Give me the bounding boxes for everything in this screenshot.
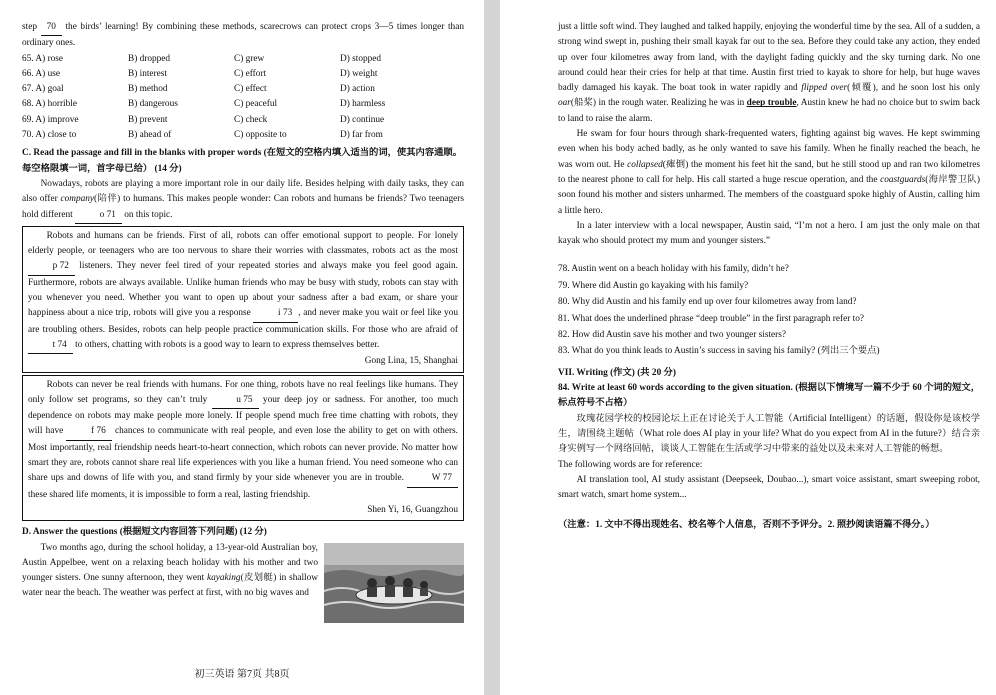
- right-page: [500, 0, 996, 695]
- question-item: 78. Austin went on a beach holiday with his family, didn’t he?: [558, 264, 789, 275]
- question-item: 82. How did Austin save his mother and two younger sisters?: [558, 330, 787, 341]
- option-item: C) check: [234, 114, 268, 125]
- question-list: [558, 261, 980, 359]
- option-item: D) action: [340, 84, 375, 95]
- section-d-title: D. Answer the questions (根据短文内容回答下列问题) (12 分): [22, 527, 267, 538]
- writing-task: 84. Write at least 60 words according to the given situation. (根据以下情境写一篇不少于 60 个词的短文，标点符号不占格）: [558, 383, 980, 409]
- blank-72: p 72: [28, 259, 75, 275]
- writing-title: VII. Writing (作文) (共 20 分): [558, 367, 676, 378]
- passage-paragraph-2: He swam for four hours through shark-frequented waters, fighting against big waves. He kept swimming even when his body ached badly, as he only wanted to save his family. When he finally reached the beach, he was worn out. He collapsed(瘫倒) the moment his feet hit the sand, but he still stood up and ran two kilometres to the nearest phone to call for help. His call started a huge rescue operation, and the coastguards(海岸警卫队) soon found his mother and sisters unharmed. The members of the coastguard spoke highly of Austin, calling him a little hero.: [558, 129, 980, 216]
- question-item: 79. Where did Austin go kayaking with his family?: [558, 280, 749, 291]
- option-item: 69. A) improve: [22, 114, 79, 125]
- option-item: B) dangerous: [128, 99, 178, 110]
- signature-shen-yi: Shen Yi, 16, Guangzhou: [367, 504, 458, 515]
- option-item: D) stopped: [340, 53, 382, 64]
- left-page: [0, 0, 484, 695]
- opinion-box-gong-lina: Robots and humans can be friends. First of all, robots can offer emotional support to people. For lonely elderly people, or teenagers who are too nervous to share their worries with classmates, robots act as the most p 72 listeners. They never feel tired of your repeated stories and always make you feel good again. Furthermore, robots are always available. Unlike human friends who may be busy with study, robots can stay with you whenever you need. Whether you want to open up about your sadness after a bad exam, or share your happiness about a nice trip, robots will give you a response i 73 , and never make you wait or feel like you are troubling others. Besides, robots can help people practice communication skills. For those who are afraid of t 74 to others, chatting with robots is a good way to learn to express themselves better. Gong Lina, 15, Shanghai: [22, 226, 464, 373]
- question-item: 81. What does the underlined phrase “deep trouble” in the first paragraph refer to?: [558, 313, 864, 324]
- blank-74: t 74: [28, 338, 73, 354]
- question-item: 80. Why did Austin and his family end up over four kilometres away from land?: [558, 297, 857, 308]
- kayak-photo-svg: [324, 543, 464, 623]
- blank-73: i 73: [253, 306, 298, 322]
- option-item: B) ahead of: [128, 130, 172, 141]
- section-d-passage: Two months ago, during the school holiday, a 13-year-old Australian boy, Austin Appelbee, went on a relaxing beach holiday with his mother and two younger sisters. One sunny afternoon, they went kayaking(皮划艇) in shallow water near the beach. The weather was perfect at first, with no big waves and: [22, 542, 318, 599]
- option-item: C) effect: [234, 84, 267, 95]
- reference-title: The following words are for reference:: [558, 459, 703, 470]
- option-item: B) dropped: [128, 53, 171, 64]
- option-item: C) opposite to: [234, 130, 287, 141]
- option-item: 66. A) use: [22, 68, 60, 79]
- option-item: B) interest: [128, 68, 167, 79]
- option-item: 68. A) horrible: [22, 99, 77, 110]
- question-item: 83. What do you think leads to Austin’s success in saving his family? (列出三个要点): [558, 346, 880, 357]
- option-item: C) grew: [234, 53, 265, 64]
- writing-situation: 玫瑰花园学校的校园论坛上正在讨论关于人工智能（Artificial Intelligent）的话题，假设你是该校学生，请围绕主题帖（What role does AI play in your life? What do you expect from AI in the future?）结合亲身实例写一个网络回帖，谈谈人工智能在生活或学习中带来的益处以及未来对人工智能的畅想。: [558, 413, 980, 455]
- option-item: C) effort: [234, 68, 267, 79]
- option-item: B) prevent: [128, 114, 168, 125]
- page-gutter: [484, 0, 500, 695]
- option-item: D) harmless: [340, 99, 386, 110]
- passage-paragraph-1: just a little soft wind. They laughed and talked happily, enjoying the wonderful time by the sea. All of a sudden, a strong wind swept in, pushing their small kayak far out to the sea. Before they could take any action, they ended up over four kilometres away from land, with the daylight fading quickly and the sky turning dark. No one around could hear their cries for help at that time. Austin first tried to kayak to shore for help, but huge waves badly damaged his kayak. The boat took in water rapidly and flipped over(倾覆), and he soon lost his only oar(船桨) in the rough water. Realizing he was in deep trouble, Austin knew he had no choice but to swim back to land to raise the alarm.: [558, 22, 981, 124]
- option-item: 70. A) close to: [22, 130, 77, 141]
- option-item: D) continue: [340, 114, 385, 125]
- writing-note: （注意：1. 文中不得出现姓名、校名等个人信息，否则不予评分。2. 照抄阅读语篇不得分。）: [558, 519, 935, 530]
- signature-gong-lina: Gong Lina, 15, Shanghai: [364, 356, 458, 367]
- blank-70: 70: [41, 20, 62, 36]
- blank-77: W 77: [407, 471, 458, 487]
- blank-71: o 71: [75, 208, 122, 224]
- passage-paragraph-3: In a later interview with a local newspaper, Austin said, “I’m not a hero. I am just the only male on that kayak who should protect my mum and younger sisters.”: [558, 220, 980, 247]
- opinion-box-shen-yi: Robots can never be real friends with humans. For one thing, robots have no real feelings like humans. They only follow set programs, so they can’t truly u 75 your deep joy or sadness. For another, too much dependence on robots may make people more lonely. If people spend much free time chatting with robots, they will have f 76 chances to communicate with real people, and even lose the ability to get on with others. Most importantly, real friendship needs heart-to-heart connection, which robots can never provide. No matter how smart they are, robots cannot share real life experiences with you like a human friend. You need someone who can share ups and downs of life with you, and stand firmly by your side whenever you are in trouble. W 77 these shared life moments, it is impossible to form a real, lasting friendship. Shen Yi, 16, Guangzhou: [22, 375, 464, 522]
- cloze-ending: step 70 the birds’ learning! By combining these methods, scarecrows can protect crops 3—5 times longer than ordinary ones.: [22, 22, 464, 49]
- option-item: B) method: [128, 84, 168, 95]
- option-item: 65. A) rose: [22, 53, 64, 64]
- section-c-title: C. Read the passage and fill in the blanks with proper words (在短文的空格内填入适当的词，使其内容通顺。每空格限填一词，首字母已给） (14 分): [22, 148, 463, 174]
- option-item: C) peaceful: [234, 99, 278, 110]
- section-c-intro: Nowadays, robots are playing a more important role in our daily life. Besides helping with daily tasks, they can also offer company(陪伴) to humans. This makes people wonder: Can robots and humans be friends? Two teenagers hold different o 71 on this topic.: [22, 177, 464, 224]
- option-item: D) weight: [340, 68, 378, 79]
- page-footer: 初三英语 第7页 共8页: [194, 669, 290, 680]
- options-grid: [22, 52, 464, 144]
- kayak-photo: [324, 543, 464, 623]
- blank-75: u 75: [212, 393, 259, 409]
- underlined-phrase: deep trouble: [746, 98, 797, 109]
- reference-words: AI translation tool, AI study assistant (Deepseek, Doubao...), smart voice assistant, smart sweeping robot, smart watch, smart home system...: [558, 474, 980, 501]
- option-item: D) far from: [340, 130, 383, 141]
- blank-76: f 76: [66, 424, 111, 440]
- option-item: 67. A) goal: [22, 84, 64, 95]
